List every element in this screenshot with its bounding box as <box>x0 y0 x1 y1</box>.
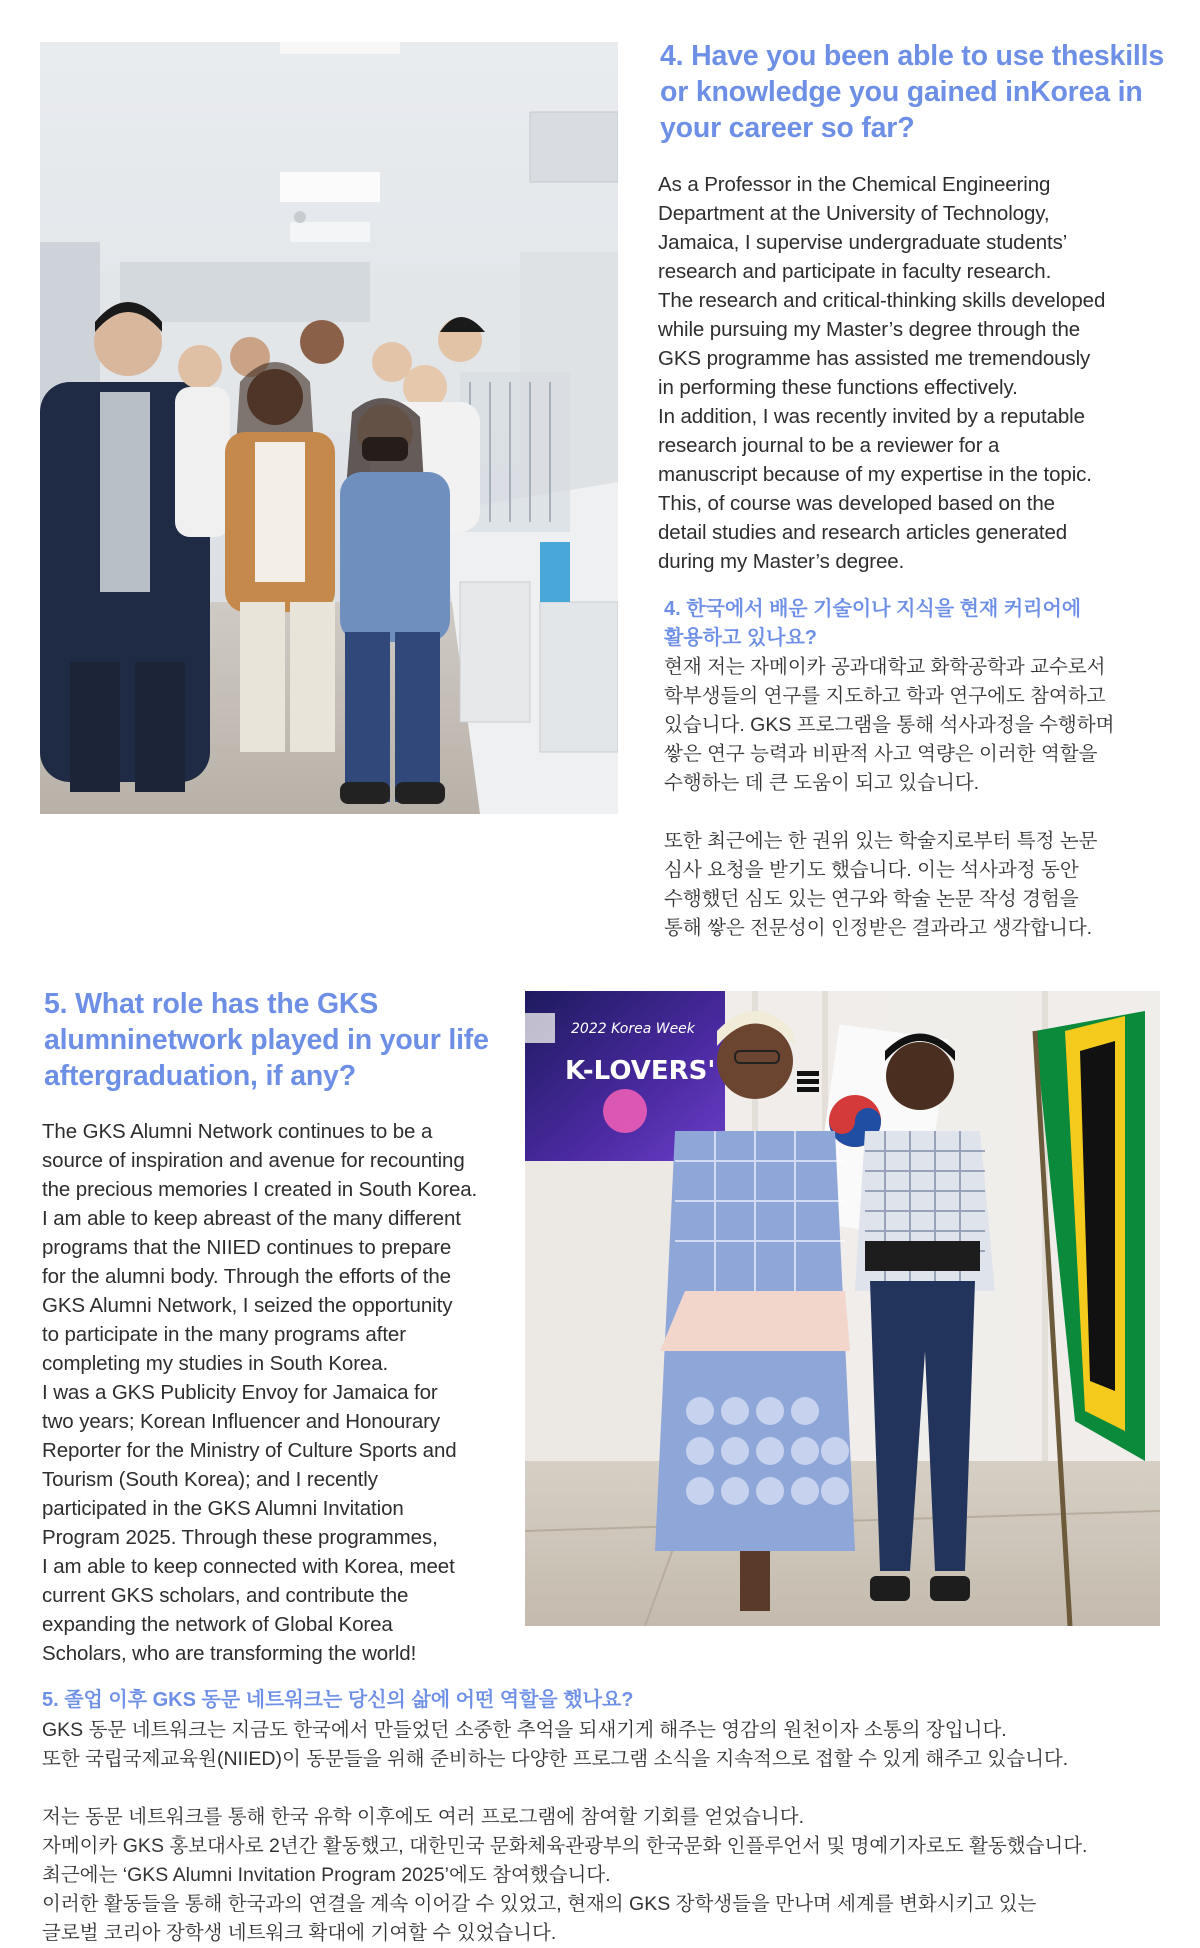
heading-line: 활용하고 있나요? <box>664 627 818 649</box>
paragraph-line: expanding the network of Global Korea <box>42 1613 393 1636</box>
section4-question-ko <box>664 595 1184 653</box>
paragraph-line: 쌓은 연구 능력과 비판적 사고 역량은 이러한 역할을 <box>664 743 1098 765</box>
paragraph-line: 최근에는 ‘GKS Alumni Invitation Program 2025’에도 참여했습니다. <box>42 1864 611 1886</box>
section5-question-en <box>44 986 524 1094</box>
paragraph-line: source of inspiration and avenue for recounting <box>42 1149 465 1172</box>
paragraph-line: 통해 쌓은 전문성이 인정받은 결과라고 생각합니다. <box>664 917 1093 939</box>
paragraph-line: 자메이카 GKS 홍보대사로 2년간 활동했고, 대한민국 문화체육관광부의 한국문화 인플루언서 및 명예기자로도 활동했습니다. <box>42 1835 1088 1857</box>
paragraph-line: to participate in the many programs after <box>42 1323 406 1346</box>
paragraph-line: participated in the GKS Alumni Invitation <box>42 1497 404 1520</box>
paragraph-line: 이러한 활동들을 통해 한국과의 연결을 계속 이어갈 수 있었고, 현재의 GKS 장학생들을 만나며 세계를 변화시키고 있는 <box>42 1893 1037 1915</box>
paragraph-line: Program 2025. Through these programmes, <box>42 1526 438 1549</box>
paragraph-line: programs that the NIIED continues to prepare <box>42 1236 452 1259</box>
paragraph-line: Tourism (South Korea); and I recently <box>42 1468 378 1491</box>
paragraph-line: while pursuing my Master’s degree through the <box>658 318 1081 341</box>
heading-line: 5. What role has the GKS alumni <box>44 988 379 1056</box>
paragraph-line: This, of course was developed based on the <box>658 492 1055 515</box>
paragraph-line: 학부생들의 연구를 지도하고 학과 연구에도 참여하고 <box>664 685 1106 707</box>
section5-question-ko-text: 5. 졸업 이후 GKS 동문 네트워크는 당신의 삶에 어떤 역할을 했나요? <box>42 1689 634 1711</box>
section4-question-en <box>660 38 1180 146</box>
paragraph-line: in performing these functions effectively. <box>658 376 1018 399</box>
paragraph-line: research journal to be a reviewer for a <box>658 434 1000 457</box>
section5-answer-en <box>42 1117 532 1668</box>
banner-line1: 2022 Korea Week <box>571 1021 695 1037</box>
paragraph-line: research and participate in faculty research. <box>658 260 1052 283</box>
heading-line: network played in your life after <box>44 1024 489 1092</box>
paragraph-line: The research and critical-thinking skills developed <box>658 289 1106 312</box>
section4-answer-en <box>658 170 1188 576</box>
paragraph-line: 저는 동문 네트워크를 통해 한국 유학 이후에도 여러 프로그램에 참여할 기회를 얻었습니다. <box>42 1806 804 1828</box>
paragraph-line: 수행하는 데 큰 도움이 되고 있습니다. <box>664 772 980 794</box>
paragraph-line: two years; Korean Influencer and Honourary <box>42 1410 441 1433</box>
paragraph-line: for the alumni body. Through the efforts of the <box>42 1265 451 1288</box>
paragraph-line: GKS programme has assisted me tremendously <box>658 347 1091 370</box>
paragraph-line: 글로벌 코리아 장학생 네트워크 확대에 기여할 수 있었습니다. <box>42 1922 557 1944</box>
paragraph-line: during my Master’s degree. <box>658 550 905 573</box>
paragraph-line: I am able to keep abreast of the many different <box>42 1207 461 1230</box>
paragraph-line: manuscript because of my expertise in the topic. <box>658 463 1092 486</box>
paragraph-line: In addition, I was recently invited by a reputable <box>658 405 1085 428</box>
section4-answer-ko <box>664 653 1184 943</box>
paragraph-line: 심사 요청을 받기도 했습니다. 이는 석사과정 동안 <box>664 859 1079 881</box>
paragraph-line: Reporter for the Ministry of Culture Sports and <box>42 1439 457 1462</box>
paragraph-line: the precious memories I created in South Korea. <box>42 1178 478 1201</box>
paragraph-line: Department at the University of Technology, <box>658 202 1050 225</box>
paragraph-line: detail studies and research articles generated <box>658 521 1068 544</box>
paragraph-line: GKS 동문 네트워크는 지금도 한국에서 만들었던 소중한 추억을 되새기게 해주는 영감의 원천이자 소통의 장입니다. <box>42 1719 1007 1741</box>
paragraph-line: As a Professor in the Chemical Engineering <box>658 173 1051 196</box>
event-photo <box>525 991 1160 1626</box>
heading-line: 4. Have you been able to use the <box>660 40 1094 72</box>
heading-line: graduation, if any? <box>104 1060 356 1092</box>
lab-group-photo <box>40 42 618 814</box>
heading-line: Korea in your career so far? <box>660 76 1143 144</box>
heading-line: 4. 한국에서 배운 기술이나 지식을 현재 커리어에 <box>664 598 1082 620</box>
paragraph-line: current GKS scholars, and contribute the <box>42 1584 409 1607</box>
paragraph-line: 수행했던 심도 있는 연구와 학술 논문 작성 경험을 <box>664 888 1079 910</box>
heading-line: skills or knowledge you gained in <box>660 40 1165 108</box>
paragraph-line: 또한 국립국제교육원(NIIED)이 동문들을 위해 준비하는 다양한 프로그램 소식을 지속적으로 접할 수 있게 해주고 있습니다. <box>42 1748 1069 1770</box>
section5-answer-ko <box>42 1716 1192 1948</box>
paragraph-line: 또한 최근에는 한 권위 있는 학술지로부터 특정 논문 <box>664 830 1098 852</box>
paragraph-line: The GKS Alumni Network continues to be a <box>42 1120 433 1143</box>
banner-line2: K-LOVERS' <box>565 1056 716 1086</box>
paragraph-line: I was a GKS Publicity Envoy for Jamaica for <box>42 1381 438 1404</box>
paragraph-line: Jamaica, I supervise undergraduate students’ <box>658 231 1068 254</box>
paragraph-line: I am able to keep connected with Korea, meet <box>42 1555 455 1578</box>
section5-question-ko <box>42 1686 1182 1715</box>
paragraph-line: GKS Alumni Network, I seized the opportunity <box>42 1294 453 1317</box>
paragraph-line: 현재 저는 자메이카 공과대학교 화학공학과 교수로서 <box>664 656 1106 678</box>
paragraph-line: completing my studies in South Korea. <box>42 1352 389 1375</box>
paragraph-line: 있습니다. GKS 프로그램을 통해 석사과정을 수행하며 <box>664 714 1115 736</box>
paragraph-line: Scholars, who are transforming the world! <box>42 1642 417 1665</box>
